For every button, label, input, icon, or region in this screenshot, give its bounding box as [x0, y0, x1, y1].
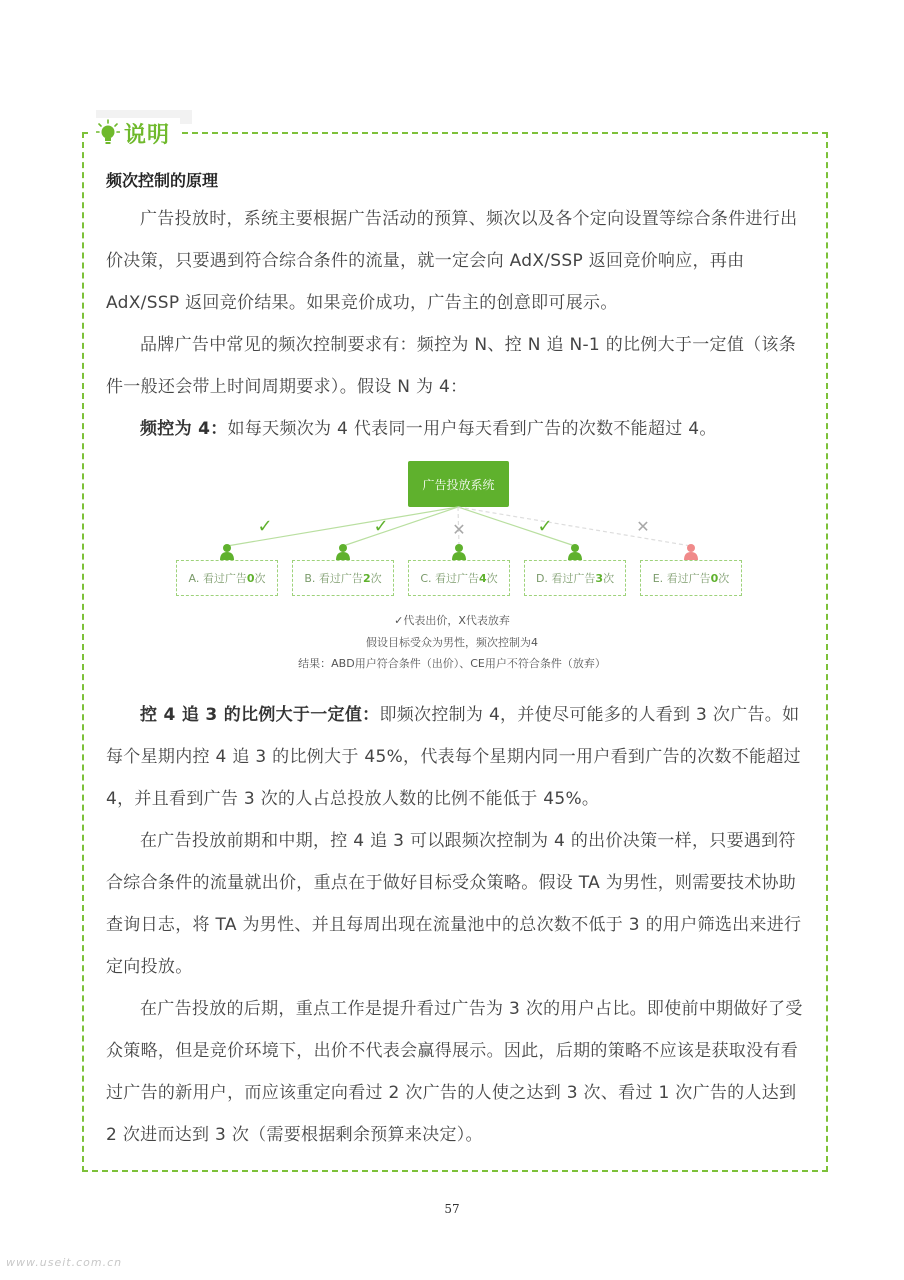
paragraph-5: 在广告投放前期和中期，控 4 追 3 可以跟频次控制为 4 的出价决策一样，只要遇到符合综合条件的流量就出价，重点在于做好目标受众策略。假设 TA 为男性，则需要技术协助查询日志，将 TA 为男性、并且每周出现在流量池中的总次数不低于 3 的用户筛选出来进行定向投放。 [106, 831, 802, 977]
user-unit: 次 [370, 572, 382, 585]
user-unit: 次 [486, 572, 498, 585]
cross-icon: ✕ [452, 520, 466, 539]
user-box [524, 560, 626, 596]
paragraph-1: 广告投放时，系统主要根据广告活动的预算、频次以及各个定向设置等综合条件进行出价决策，只要遇到符合综合条件的流量，就一定会向 AdX/SSP 返回竞价响应，再由 AdX/SSP 返回竞价结果。如果竞价成功，广告主的创意即可展示。 [106, 209, 798, 313]
user-icon [452, 544, 466, 560]
check-icon: ✓ [257, 516, 273, 537]
page-number: 57 [444, 1202, 460, 1216]
user-count: 4 [479, 571, 487, 585]
user-unit: 次 [718, 572, 730, 585]
user-box [640, 560, 742, 596]
cross-icon: ✕ [636, 517, 650, 536]
user-icon [336, 544, 350, 560]
diagram-legend: ✓代表出价，X代表放弃 [394, 614, 510, 627]
paragraph-4-bold: 控 4 追 3 的比例大于一定值： [140, 705, 380, 725]
paragraph-3-bold: 频控为 4： [140, 419, 228, 439]
connector-line [343, 507, 458, 546]
check-icon: ✓ [373, 516, 389, 537]
user-count: 0 [710, 571, 719, 585]
paragraph-4 [106, 694, 812, 820]
diagram-result: 结果：ABD用户符合条件（出价）、CE用户不符合条件（放弃） [298, 657, 606, 670]
user-label: B. 看过广告 [304, 572, 363, 585]
user-unit: 次 [603, 572, 615, 585]
user-box [408, 560, 510, 596]
user-icon [684, 544, 698, 560]
user-label: D. 看过广告 [535, 572, 596, 585]
user-icon [568, 544, 582, 560]
user-box [176, 560, 278, 596]
ad-system-box: 广告投放系统 [408, 461, 509, 507]
user-label: A. 看过广告 [188, 572, 247, 585]
paragraph-2: 品牌广告中常见的频次控制要求有：频控为 N、控 N 追 N-1 的比例大于一定值（该条件一般还会带上时间周期要求）。假设 N 为 4： [106, 335, 797, 397]
user-unit: 次 [254, 572, 266, 585]
section-heading: 频次控制的原理 [106, 171, 219, 190]
user-count: 3 [595, 571, 604, 585]
user-label: C. 看过广告 [420, 572, 480, 585]
paragraph-3-text: 如每天频次为 4 代表同一用户每天看到广告的次数不能超过 4。 [227, 419, 717, 439]
user-count: 0 [246, 571, 255, 585]
watermark: www.useit.com.cn [6, 1256, 123, 1269]
user-count: 2 [362, 571, 371, 585]
user-icon [220, 544, 234, 560]
section-title: 说明 [124, 122, 171, 148]
check-icon: ✓ [537, 516, 553, 537]
user-box [292, 560, 394, 596]
connector-line [458, 507, 691, 546]
paragraph-4-text: 即频次控制为 4，并使尽可能多的人看到 3 次广告。如每个星期内控 4 追 3 的比例大于 45%，代表每个星期内同一用户看到广告的次数不能超过 4，并且看到广告 3 次的人占总投放人数的比例不能低于 45%。 [106, 705, 801, 809]
diagram-assumption: 假设目标受众为男性，频次控制为4 [366, 636, 538, 649]
connector-line [458, 507, 575, 546]
user-label: E. 看过广告 [652, 572, 711, 585]
paragraph-6: 在广告投放的后期，重点工作是提升看过广告为 3 次的用户占比。即使前中期做好了受众策略，但是竞价环境下，出价不代表会赢得展示。因此，后期的策略不应该是获取没有看过广告的新用户，而应该重定向看过 2 次广告的人使之达到 3 次、看过 1 次广告的人达到 2 次进而达到 3 次（需要根据剩余预算来决定）。 [106, 999, 803, 1145]
